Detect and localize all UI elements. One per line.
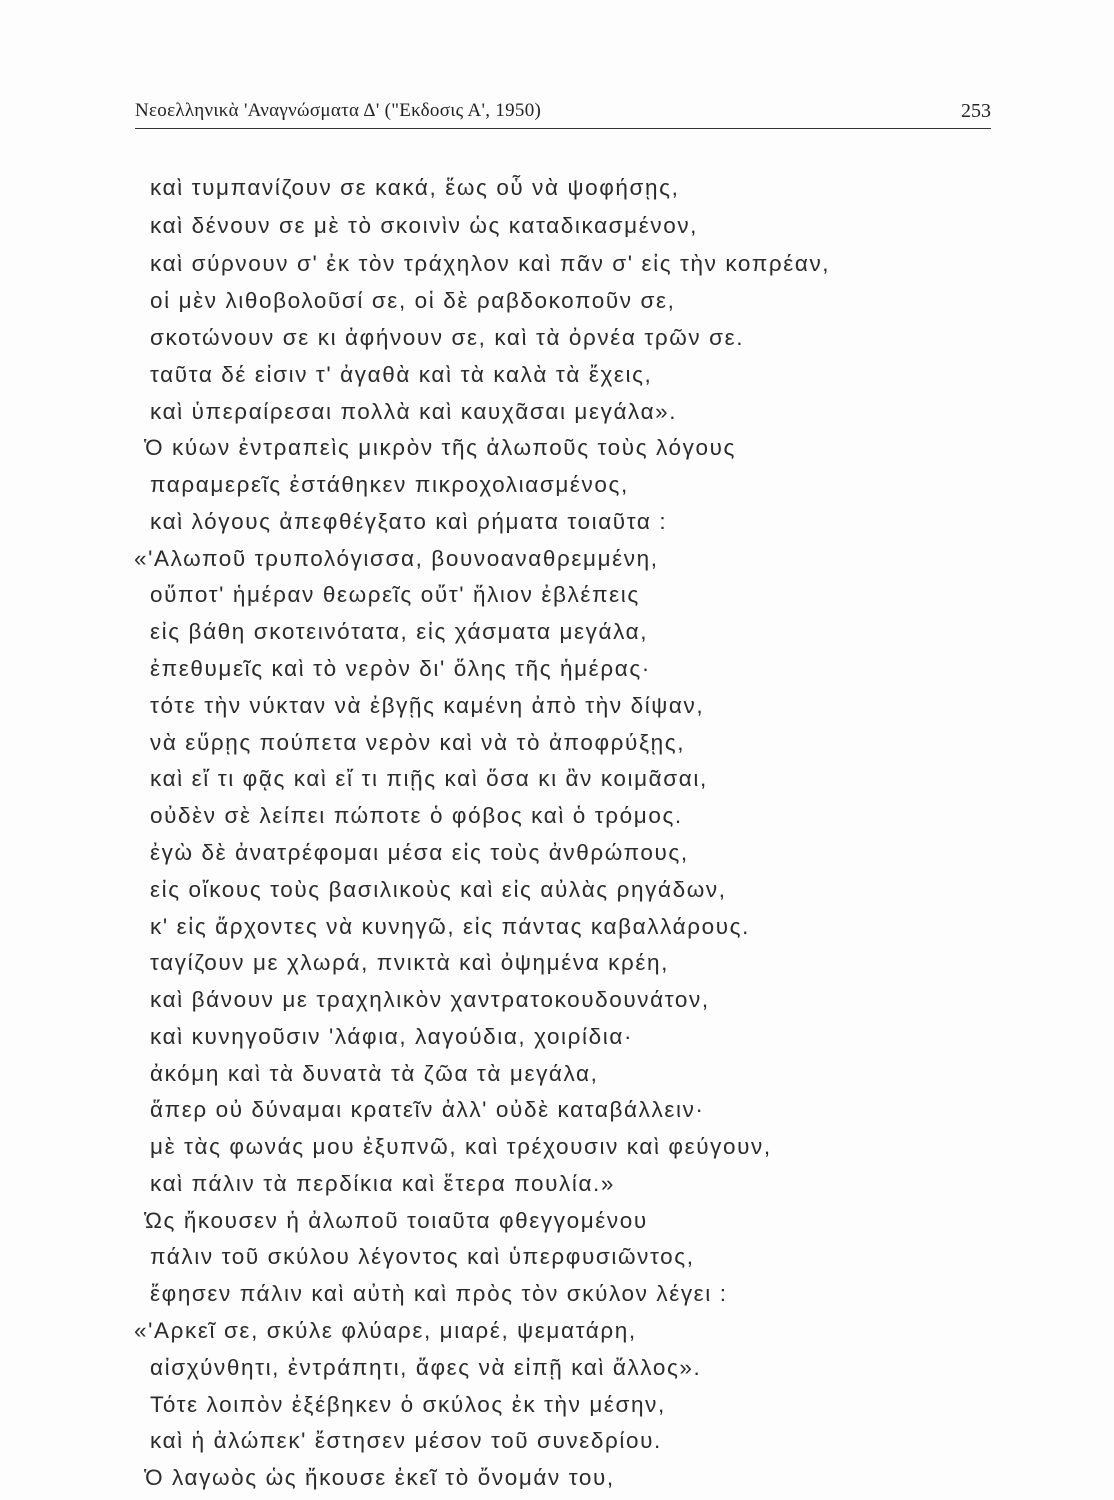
- verse-line: ἀκόμη καὶ τὰ δυνατὰ τὰ ζῶα τὰ μεγάλα,: [150, 1061, 599, 1086]
- verse-line: Ὡς ἤκουσεν ἡ ἀλωποῦ τοιαῦτα φθεγγομένου: [144, 1208, 648, 1233]
- verse-line: «'Αρκεῖ σε, σκύλε φλύαρε, μιαρέ, ψεματάρη,: [134, 1318, 637, 1343]
- verse-line: τότε τὴν νύκταν νὰ ἐβγῇς καμένη ἀπὸ τὴν δίψαν,: [150, 693, 705, 718]
- verse-line: καὶ βάνουν με τραχηλικὸν χαντρατοκουδουνάτον,: [150, 987, 710, 1012]
- verse-line: καὶ ἡ ἀλώπεκ' ἔστησεν μέσον τοῦ συνεδρίου.: [150, 1428, 662, 1453]
- verse-line: καὶ τυμπανίζουν σε κακά, ἕως οὗ νὰ ψοφήσῃς,: [150, 175, 680, 200]
- verse-line: καὶ κυνηγοῦσιν 'λάφια, λαγούδια, χοιρίδια·: [150, 1024, 634, 1049]
- verse-line: Ὁ λαγωὸς ὡς ἤκουσε ἐκεῖ τὸ ὄνομάν του,: [144, 1465, 615, 1490]
- verse-line: οἱ μὲν λιθοβολοῦσί σε, οἱ δὲ ραβδοκοποῦν σε,: [150, 288, 676, 313]
- verse-line: Ὁ κύων ἐντραπεὶς μικρὸν τῆς ἀλωποῦς τοὺς λόγους: [144, 435, 736, 460]
- verse-line: αἰσχύνθητι, ἐντράπητι, ἄφες νὰ εἰπῇ καὶ ἄλλος».: [150, 1355, 702, 1380]
- verse-line: εἰς βάθη σκοτεινότατα, εἰς χάσματα μεγάλα,: [150, 619, 649, 644]
- verse-line: ἐπεθυμεῖς καὶ τὸ νερὸν δι' ὅλης τῆς ἡμέρας·: [150, 656, 651, 681]
- verse-line: καὶ δένουν σε μὲ τὸ σκοινὶν ὡς καταδικασμένον,: [150, 213, 699, 238]
- verse-line: «'Αλωποῦ τρυπολόγισσα, βουνοαναθρεμμένη,: [134, 546, 659, 571]
- verse-line: Τότε λοιπὸν ἐξέβηκεν ὁ σκύλος ἐκ τὴν μέσην,: [150, 1392, 666, 1417]
- verse-line: ἅπερ οὐ δύναμαι κρατεῖν ἀλλ' οὐδὲ καταβάλλειν·: [150, 1097, 705, 1122]
- verse-line: σκοτώνουν σε κι ἀφήνουν σε, καὶ τὰ ὀρνέα τρῶν σε.: [150, 325, 745, 350]
- verse-line: ταῦτα δέ εἰσιν τ' ἀγαθὰ καὶ τὰ καλὰ τὰ ἔχεις,: [150, 362, 653, 387]
- verse-line: νὰ εὕρῃς πούπετα νερὸν καὶ νὰ τὸ ἀποφρύξῃς,: [150, 730, 686, 755]
- verse-line: κ' εἰς ἄρχοντες νὰ κυνηγῶ, εἰς πάντας καβαλλάρους.: [150, 914, 750, 939]
- verse-line: ταγίζουν με χλωρά, πνικτὰ καὶ ὀψημένα κρέη,: [150, 950, 670, 975]
- running-title: Νεοελληνικὰ 'Αναγνώσματα Δ' ("Εκδοσις Α', 1950): [135, 100, 542, 121]
- verse-line: οὐδὲν σὲ λείπει πώποτε ὁ φόβος καὶ ὁ τρόμος.: [150, 803, 683, 828]
- verse-line: καὶ λόγους ἀπεφθέγξατο καὶ ρήματα τοιαῦτα :: [150, 509, 668, 534]
- verse-line: καὶ εἴ τι φᾷς καὶ εἴ τι πιῇς καὶ ὅσα κι ἂν κοιμᾶσαι,: [150, 766, 708, 791]
- verse-line: μὲ τὰς φωνάς μου ἐξυπνῶ, καὶ τρέχουσιν καὶ φεύγουν,: [150, 1134, 772, 1159]
- verse-line: παραμερεῖς ἐστάθηκεν πικροχολιασμένος,: [150, 472, 629, 497]
- verse-line: εἰς οἴκους τοὺς βασιλικοὺς καὶ εἰς αὐλὰς ρηγάδων,: [150, 877, 727, 902]
- verse-line: ἔφησεν πάλιν καὶ αὐτὴ καὶ πρὸς τὸν σκύλον λέγει :: [150, 1281, 728, 1306]
- verse-line: οὔποτ' ἡμέραν θεωρεῖς οὔτ' ἥλιον ἐβλέπεις: [150, 582, 640, 607]
- verse-line: πάλιν τοῦ σκύλου λέγοντος καὶ ὑπερφυσιῶντος,: [150, 1244, 695, 1269]
- verse-line: καὶ ὑπεραίρεσαι πολλὰ καὶ καυχᾶσαι μεγάλα».: [150, 399, 678, 424]
- verse-line: καὶ πάλιν τὰ περδίκια καὶ ἕτερα πουλία.»: [150, 1171, 616, 1196]
- page-number: 253: [961, 100, 991, 122]
- verse-line: καὶ σύρνουν σ' ἐκ τὸν τράχηλον καὶ πᾶν σ' εἰς τὴν κοπρέαν,: [150, 251, 831, 276]
- verse-line: ἐγὼ δὲ ἀνατρέφομαι μέσα εἰς τοὺς ἀνθρώπους,: [150, 840, 689, 865]
